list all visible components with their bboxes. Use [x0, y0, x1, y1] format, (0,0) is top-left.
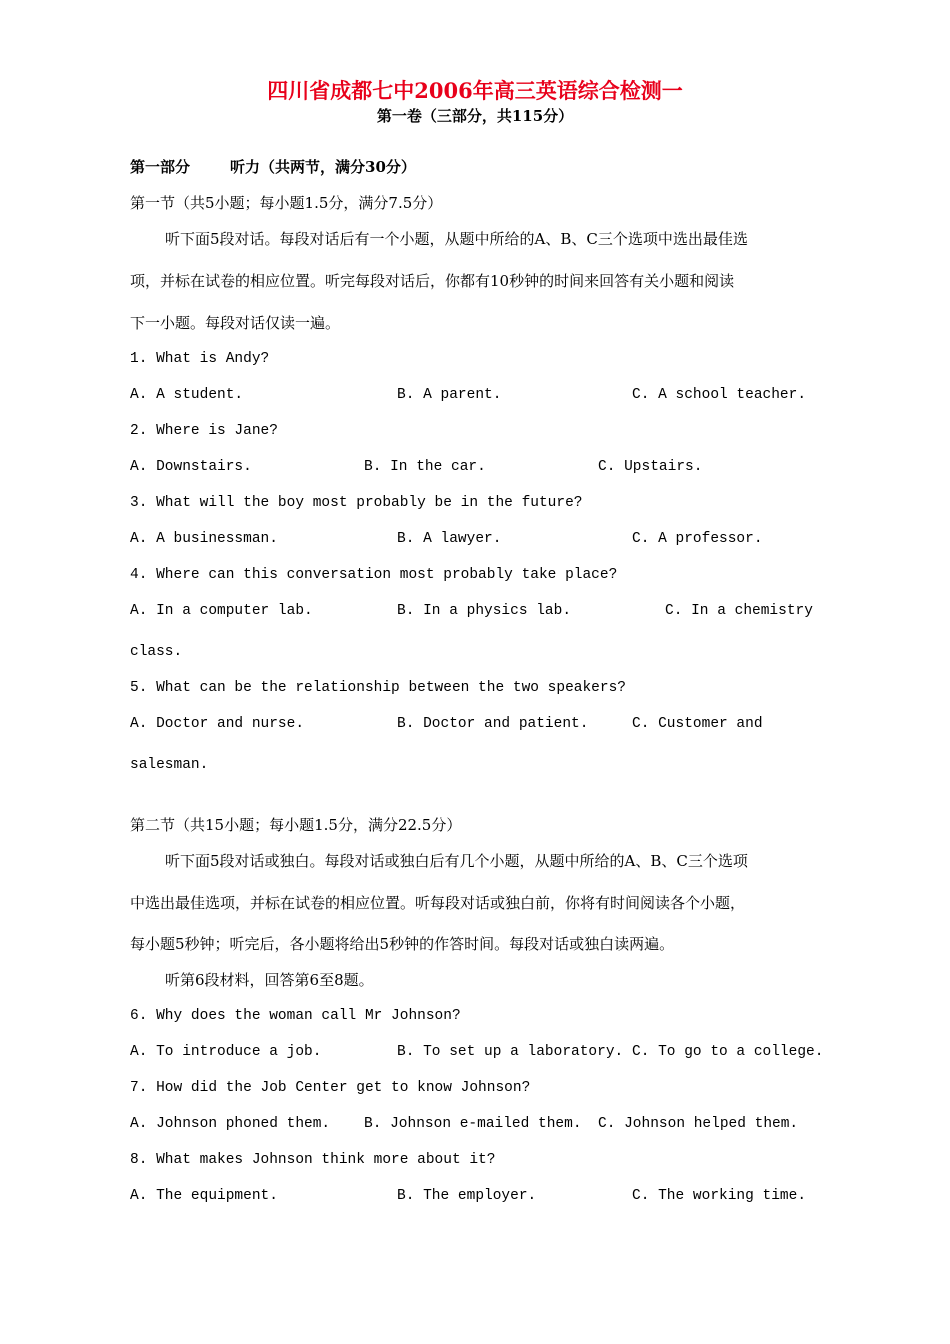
question-6-option-b: B. To set up a laboratory.: [397, 1044, 624, 1060]
question-7: 7. How did the Job Center get to know Johnson?: [130, 1080, 531, 1096]
question-2-option-b: B. In the car.: [364, 459, 486, 475]
question-8-option-c: C. The working time.: [632, 1188, 807, 1204]
document-subtitle: 第一卷（三部分，共115分）: [376, 107, 574, 125]
section1-instruction-line1: 听下面5段对话。每段对话后有一个小题，从题中所给的A、B、C三个选项中选出最佳选: [165, 230, 748, 248]
question-5: 5. What can be the relationship between the two speakers?: [130, 680, 626, 696]
question-1-option-a: A. A student.: [130, 387, 244, 403]
question-2-option-a: A. Downstairs.: [130, 459, 252, 475]
question-4-option-c: C. In a chemistry: [665, 603, 813, 619]
question-6: 6. Why does the woman call Mr Johnson?: [130, 1008, 461, 1024]
question-2-option-c: C. Upstairs.: [598, 459, 703, 475]
question-3-option-c: C. A professor.: [632, 531, 763, 547]
question-1: 1. What is Andy?: [130, 351, 270, 367]
question-3-option-b: B. A lawyer.: [397, 531, 502, 547]
question-1-option-c: C. A school teacher.: [632, 387, 807, 403]
document-title: 四川省成都七中2006年高三英语综合检测一: [267, 78, 683, 103]
question-8-option-a: A. The equipment.: [130, 1188, 278, 1204]
question-5-option-c-continued: salesman.: [130, 757, 209, 773]
question-3-option-a: A. A businessman.: [130, 531, 278, 547]
question-6-option-a: A. To introduce a job.: [130, 1044, 322, 1060]
section2-material-note: 听第6段材料，回答第6至8题。: [165, 971, 374, 989]
section1-instruction-line2: 项，并标在试卷的相应位置。听完每段对话后，你都有10秒钟的时间来回答有关小题和阅读: [130, 272, 735, 290]
question-7-option-a: A. Johnson phoned them.: [130, 1116, 331, 1132]
question-5-option-c: C. Customer and: [632, 716, 763, 732]
question-8-option-b: B. The employer.: [397, 1188, 537, 1204]
question-5-option-a: A. Doctor and nurse.: [130, 716, 305, 732]
section2-instruction-line1: 听下面5段对话或独白。每段对话或独白后有几个小题，从题中所给的A、B、C三个选项: [165, 852, 748, 870]
section1-heading: 第一节（共5小题；每小题1.5分，满分7.5分）: [130, 194, 443, 212]
question-4: 4. Where can this conversation most probably take place?: [130, 567, 618, 583]
question-4-option-c-continued: class.: [130, 644, 183, 660]
section2-heading: 第二节（共15小题；每小题1.5分，满分22.5分）: [130, 816, 462, 834]
question-5-option-b: B. Doctor and patient.: [397, 716, 589, 732]
question-4-option-b: B. In a physics lab.: [397, 603, 572, 619]
question-3: 3. What will the boy most probably be in the future?: [130, 495, 583, 511]
question-1-option-b: B. A parent.: [397, 387, 502, 403]
question-7-option-c: C. Johnson helped them.: [598, 1116, 799, 1132]
question-2: 2. Where is Jane?: [130, 423, 278, 439]
question-8: 8. What makes Johnson think more about it?: [130, 1152, 496, 1168]
section2-instruction-line3: 每小题5秒钟；听完后，各小题将给出5秒钟的作答时间。每段对话或独白读两遍。: [130, 935, 675, 953]
section2-instruction-line2: 中选出最佳选项，并标在试卷的相应位置。听每段对话或独白前，你将有时间阅读各个小题，: [130, 894, 746, 912]
part1-heading-label: 第一部分: [130, 158, 191, 176]
part1-heading-title: 听力（共两节，满分30分）: [230, 158, 416, 176]
question-6-option-c: C. To go to a college.: [632, 1044, 824, 1060]
question-4-option-a: A. In a computer lab.: [130, 603, 313, 619]
question-7-option-b: B. Johnson e-mailed them.: [364, 1116, 582, 1132]
section1-instruction-line3: 下一小题。每段对话仅读一遍。: [130, 314, 341, 332]
